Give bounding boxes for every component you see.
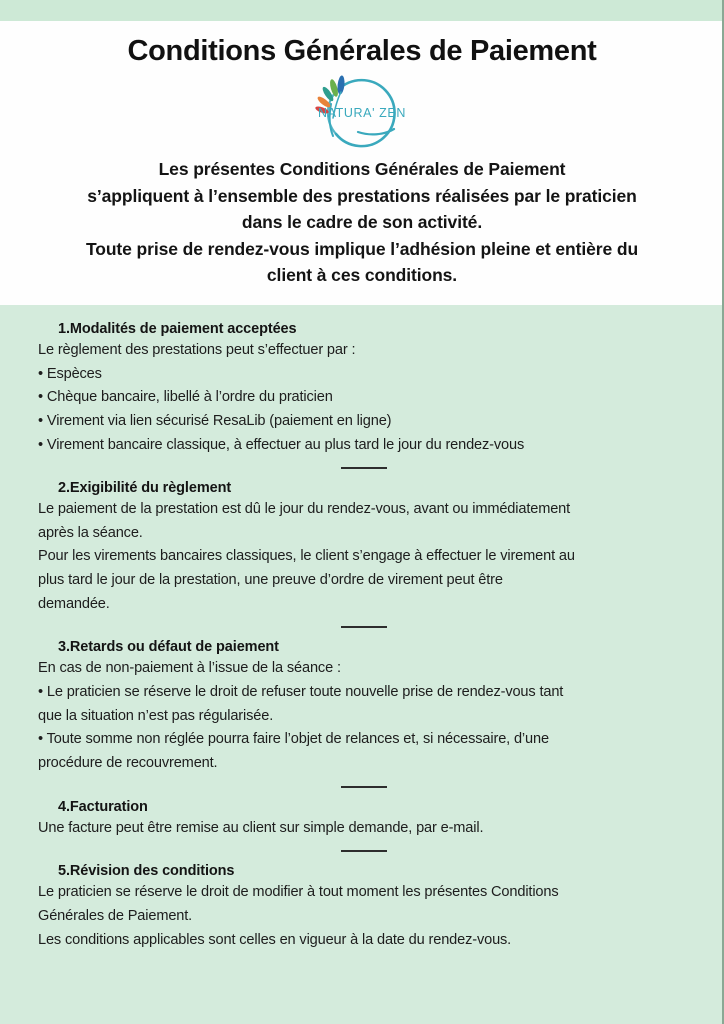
text-line: Le règlement des prestations peut s’effectuer par : [38,342,356,358]
intro-line: dans le cadre de son activité. [241,212,483,233]
section-heading [38,480,690,496]
logo-graphic [300,74,424,152]
section-divider [341,467,387,469]
text-line: procédure de recouvrement. [38,754,218,771]
section-number: 3. [58,639,70,656]
bullet-line: • Virement bancaire classique, à effectuer au plus tard le jour du rendez-vous [38,434,690,458]
text-line: demandée. [38,595,110,612]
section-body [38,657,690,775]
text-line: Générales de Paiement. [38,907,193,924]
section-body [38,881,690,952]
document-body [0,305,724,952]
text-line: En cas de non-paiement à l’issue de la séance : [38,660,341,677]
section-4 [38,799,690,841]
section-heading [38,799,690,815]
section-body [38,817,690,841]
section-2 [38,480,690,616]
section-title: Révision des conditions [69,863,235,880]
section-divider [341,626,387,628]
logo-text: NATURA' ZEN [318,106,406,120]
text-line: Le paiement de la prestation est dû le jour du rendez-vous, avant ou immédiatement [38,501,571,518]
natura-zen-logo [300,74,424,152]
section-title: Exigibilité du règlement [69,480,232,497]
section-divider [341,786,387,788]
section-heading [38,863,690,879]
bullet-line: • Toute somme non réglée pourra faire l’objet de relances et, si nécessaire, d’une [38,728,690,752]
section-heading [38,321,690,337]
section-title: Modalités de paiement acceptées [69,321,297,337]
intro-line: s’appliquent à l’ensemble des prestations réalisées par le praticien [87,185,637,206]
section-number: 4. [58,798,70,815]
intro-paragraph [20,156,704,289]
top-green-band [0,0,724,21]
text-line: Pour les virements bancaires classiques, le client s’engage à effectuer le virement au [38,548,575,565]
intro-line: Toute prise de rendez-vous implique l’adhésion pleine et entière du [85,238,639,259]
section-body [38,339,690,457]
section-number: 2. [58,480,70,497]
section-heading [38,639,690,655]
bullet-line: • Virement via lien sécurisé ResaLib (paiement en ligne) [38,410,690,434]
section-1 [38,321,690,457]
section-3 [38,639,690,775]
intro-line: Les présentes Conditions Générales de Paiement [158,159,566,179]
text-line: plus tard le jour de la prestation, une preuve d’ordre de virement peut être [38,572,503,589]
text-line: après la séance. [38,524,143,541]
bullet-line: • Le praticien se réserve le droit de refuser toute nouvelle prise de rendez-vous tant [38,681,690,705]
section-5 [38,863,690,952]
text-line: que la situation n’est pas régularisée. [38,707,274,724]
bullet-line: • Chèque bancaire, libellé à l’ordre du praticien [38,386,690,410]
text-line: Le praticien se réserve le droit de modifier à tout moment les présentes Conditions [38,884,559,901]
section-body [38,498,690,616]
section-number: 5. [58,863,70,880]
section-title: Facturation [69,798,148,815]
text-line: Une facture peut être remise au client sur simple demande, par e-mail. [38,819,484,836]
section-title: Retards ou défaut de paiement [69,639,279,656]
intro-line: client à ces conditions. [266,265,458,286]
bullet-line: • Espèces [38,363,690,387]
section-number: 1. [58,321,70,337]
section-divider [341,850,387,852]
page-title: Conditions Générales de Paiement [127,35,597,67]
text-line: Les conditions applicables sont celles en vigueur à la date du rendez-vous. [38,931,512,948]
document-header [0,21,724,289]
